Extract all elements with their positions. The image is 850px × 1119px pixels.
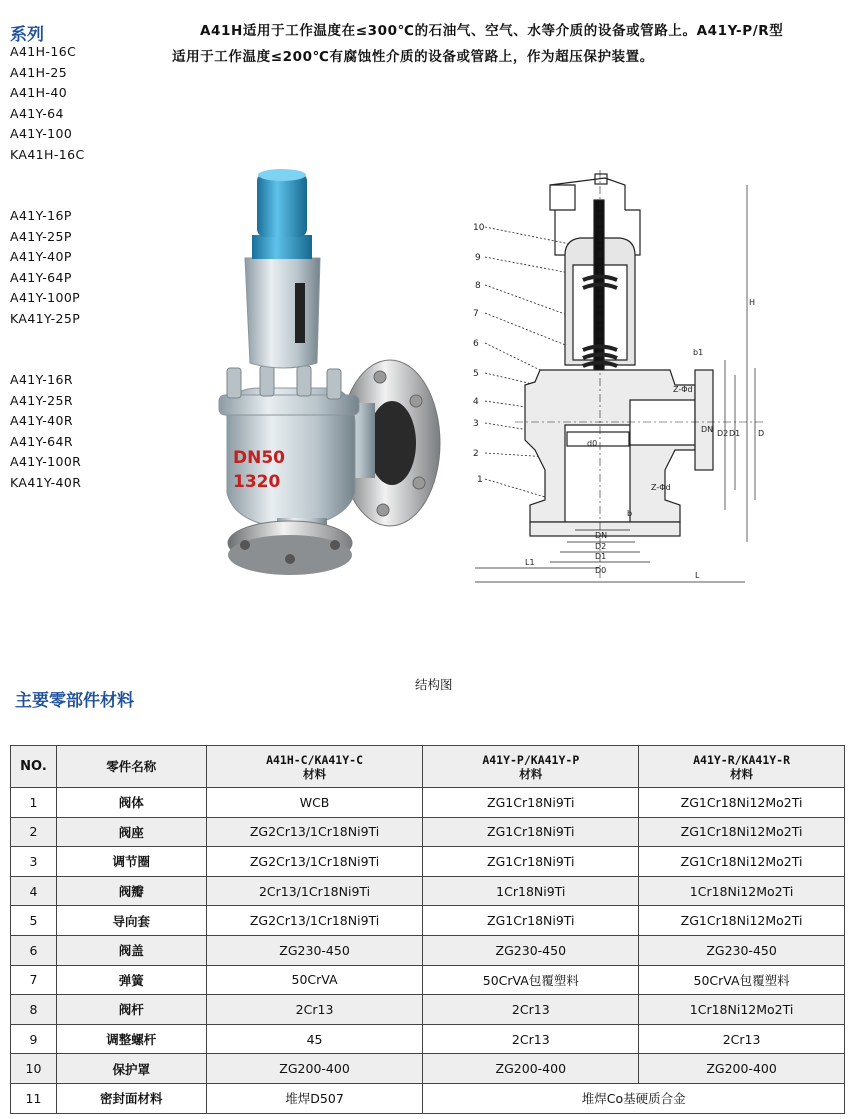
callout-label: 5 <box>473 369 479 379</box>
table-row <box>11 788 845 818</box>
body-mark-dn: DN50 <box>233 448 285 468</box>
model-item: KA41Y-40R <box>10 474 82 490</box>
callout-label: 9 <box>475 253 481 263</box>
body-mark-pressure: 1320 <box>233 472 281 492</box>
model-item: KA41Y-25P <box>10 310 81 326</box>
material-c: WCB <box>206 788 423 818</box>
part-name: 阀体 <box>56 788 206 818</box>
materials-table <box>10 745 845 1114</box>
material-r: ZG200-400 <box>639 1054 845 1084</box>
part-name: 弹簧 <box>56 965 206 995</box>
model-item: A41Y-25P <box>10 228 72 244</box>
callout-label: 7 <box>473 309 479 319</box>
material-p: ZG200-400 <box>423 1054 639 1084</box>
material-r: 50CrVA包覆塑料 <box>639 965 845 995</box>
header-material-label: 材料 <box>303 766 327 781</box>
callout-label: 4 <box>473 397 479 407</box>
model-item: A41Y-100 <box>10 126 73 141</box>
row-no: 8 <box>11 995 57 1025</box>
material-c: 2Cr13/1Cr18Ni9Ti <box>206 876 423 906</box>
table-body <box>11 788 845 1114</box>
model-item: A41Y-40P <box>10 249 72 264</box>
part-name: 调整螺杆 <box>56 1024 206 1054</box>
header-material-label: 材料 <box>519 766 543 781</box>
header-model: A41Y-R/KA41Y-R <box>693 752 791 767</box>
material-r: ZG1Cr18Ni12Mo2Ti <box>639 847 845 877</box>
header-model: A41Y-P/KA41Y-P <box>482 752 580 767</box>
header-material-p <box>423 746 639 788</box>
section-title: 主要零部件材料 <box>15 691 134 711</box>
dimension-label: d0 <box>587 439 598 448</box>
header-material-c <box>206 746 423 788</box>
row-no: 3 <box>11 847 57 877</box>
model-list-group2 <box>10 206 80 329</box>
model-item: A41Y-64P <box>10 269 72 285</box>
callout-label: 2 <box>473 449 479 459</box>
model-item: KA41H-16C <box>10 146 85 162</box>
material-r: ZG1Cr18Ni12Mo2Ti <box>639 906 845 936</box>
callout-label: 1 <box>477 475 483 485</box>
row-no: 11 <box>11 1083 57 1113</box>
structure-drawing <box>455 170 785 590</box>
header-material-r <box>639 746 845 788</box>
valve-photo <box>205 163 450 588</box>
dimension-label: D0 <box>595 566 607 575</box>
material-p: 50CrVA包覆塑料 <box>423 965 639 995</box>
callout-label: 8 <box>475 281 481 291</box>
material-c: ZG2Cr13/1Cr18Ni9Ti <box>206 817 423 847</box>
material-c: ZG2Cr13/1Cr18Ni9Ti <box>206 847 423 877</box>
material-pr: 堆焊Co基硬质合金 <box>423 1083 845 1113</box>
material-c: 45 <box>206 1024 423 1054</box>
row-no: 1 <box>11 788 57 818</box>
material-r: ZG230-450 <box>639 935 845 965</box>
intro-line: 适用于工作温度≤200℃有腐蚀性介质的设备或管路上，作为超压保护装置。 <box>172 49 654 65</box>
material-c: ZG2Cr13/1Cr18Ni9Ti <box>206 906 423 936</box>
dimension-label: DN <box>701 425 714 434</box>
dimension-label: L <box>695 571 700 580</box>
dimension-label: D <box>758 429 765 438</box>
model-item: A41Y-100P <box>10 290 81 305</box>
table-row <box>11 1024 845 1054</box>
part-name: 调节圈 <box>56 847 206 877</box>
model-item: A41H-25 <box>10 64 68 80</box>
table-row <box>11 847 845 877</box>
model-item: A41H-40 <box>10 85 68 100</box>
dimension-label: D2 <box>717 429 729 438</box>
part-name: 阀座 <box>56 817 206 847</box>
row-no: 6 <box>11 935 57 965</box>
callout-label: 3 <box>473 419 479 429</box>
callout-label: 6 <box>473 339 479 349</box>
dimension-label: DN <box>595 531 608 540</box>
material-c: 50CrVA <box>206 965 423 995</box>
header-no: NO. <box>11 746 57 788</box>
material-r: 1Cr18Ni12Mo2Ti <box>639 995 845 1025</box>
table-row <box>11 965 845 995</box>
part-name: 导向套 <box>56 906 206 936</box>
model-item: A41Y-100R <box>10 454 82 469</box>
table-row <box>11 817 845 847</box>
material-c: ZG200-400 <box>206 1054 423 1084</box>
row-no: 5 <box>11 906 57 936</box>
dimension-label: b <box>627 509 633 518</box>
model-list-group3 <box>10 370 81 493</box>
part-name: 阀瓣 <box>56 876 206 906</box>
series-title: 系列 <box>10 25 44 45</box>
material-r: 1Cr18Ni12Mo2Ti <box>639 876 845 906</box>
dimension-label: D1 <box>595 552 607 561</box>
dimension-label: D1 <box>729 429 741 438</box>
header-model: A41H-C/KA41Y-C <box>266 752 363 767</box>
dimension-label: Z-Φd <box>651 483 671 492</box>
part-name: 阀杆 <box>56 995 206 1025</box>
model-list-group1 <box>10 42 85 165</box>
dimension-label: H <box>749 298 756 307</box>
dimension-label: D2 <box>595 542 607 551</box>
intro-paragraph <box>172 18 847 70</box>
table-row <box>11 906 845 936</box>
material-p: 2Cr13 <box>423 995 639 1025</box>
material-c: 堆焊D507 <box>206 1083 423 1113</box>
dimension-label: Z-Φd <box>673 385 693 394</box>
material-p: 2Cr13 <box>423 1024 639 1054</box>
table-row <box>11 935 845 965</box>
row-no: 7 <box>11 965 57 995</box>
table-row <box>11 1083 845 1113</box>
material-p: 1Cr18Ni9Ti <box>423 876 639 906</box>
part-name: 保护罩 <box>56 1054 206 1084</box>
callout-label: 10 <box>473 223 485 233</box>
model-item: A41Y-16R <box>10 372 73 387</box>
model-item: A41Y-25R <box>10 392 73 408</box>
intro-line: A41H适用于工作温度在≤300℃的石油气、空气、水等介质的设备或管路上。A41Y-P/R型 <box>200 23 784 39</box>
row-no: 4 <box>11 876 57 906</box>
table-row <box>11 995 845 1025</box>
material-p: ZG1Cr18Ni9Ti <box>423 817 639 847</box>
table-row <box>11 1054 845 1084</box>
part-name: 密封面材料 <box>56 1083 206 1113</box>
material-r: ZG1Cr18Ni12Mo2Ti <box>639 817 845 847</box>
model-item: A41Y-40R <box>10 413 73 428</box>
header-material-label: 材料 <box>730 766 754 781</box>
material-p: ZG230-450 <box>423 935 639 965</box>
row-no: 2 <box>11 817 57 847</box>
model-item: A41Y-64 <box>10 105 64 121</box>
material-c: 2Cr13 <box>206 995 423 1025</box>
header-part-name: 零件名称 <box>56 746 206 788</box>
material-r: 2Cr13 <box>639 1024 845 1054</box>
material-p: ZG1Cr18Ni9Ti <box>423 906 639 936</box>
row-no: 10 <box>11 1054 57 1084</box>
model-item: A41Y-16P <box>10 208 72 223</box>
table-row <box>11 876 845 906</box>
part-name: 阀盖 <box>56 935 206 965</box>
dimension-label: L1 <box>525 558 535 567</box>
row-no: 9 <box>11 1024 57 1054</box>
model-item: A41Y-64R <box>10 433 73 449</box>
material-p: ZG1Cr18Ni9Ti <box>423 788 639 818</box>
table-header-row <box>11 746 845 788</box>
material-r: ZG1Cr18Ni12Mo2Ti <box>639 788 845 818</box>
material-c: ZG230-450 <box>206 935 423 965</box>
model-item: A41H-16C <box>10 44 77 59</box>
material-p: ZG1Cr18Ni9Ti <box>423 847 639 877</box>
drawing-caption: 结构图 <box>415 677 453 692</box>
dimension-label: b1 <box>693 348 704 357</box>
